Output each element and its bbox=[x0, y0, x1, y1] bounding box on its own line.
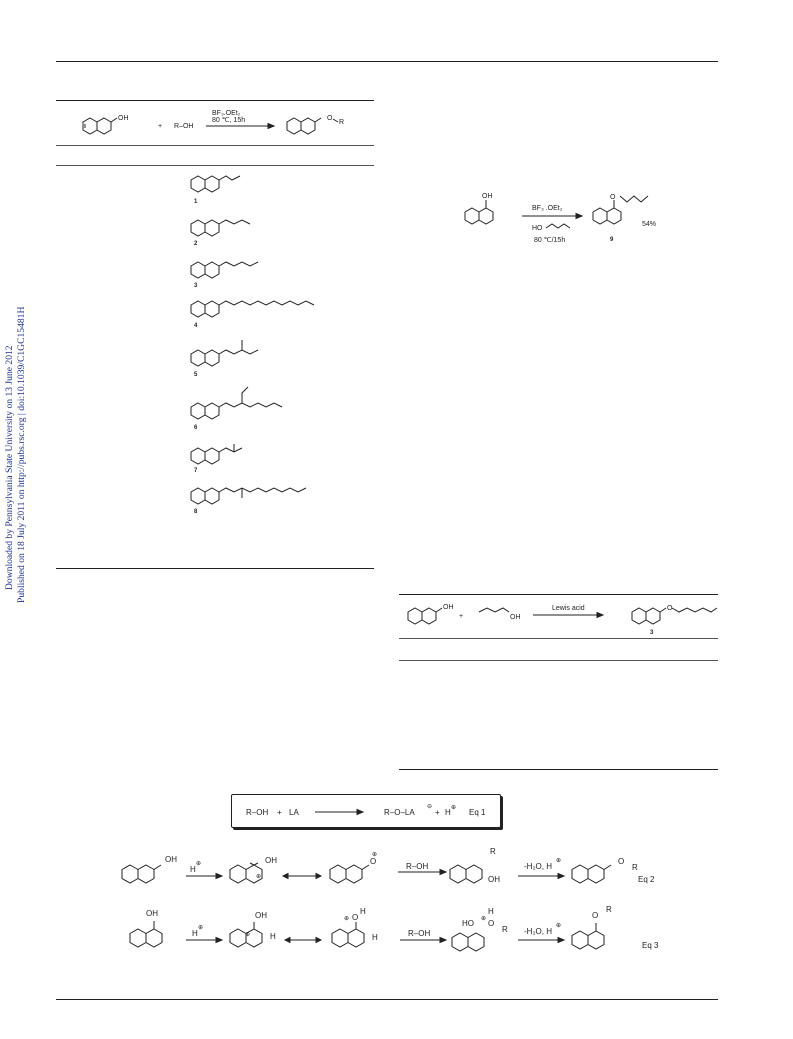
t2-plus: + bbox=[459, 613, 464, 620]
eq2-roh: R–OH bbox=[406, 862, 429, 871]
product-r-label: R bbox=[339, 119, 345, 126]
table2-bottom-rule bbox=[399, 769, 718, 770]
entry-2-structure bbox=[191, 220, 250, 236]
product-o-label: O bbox=[327, 115, 333, 122]
t2-naphthol-oh: OH bbox=[443, 604, 454, 611]
eq2-label: Eq 2 bbox=[638, 875, 655, 884]
reaction-arrow bbox=[206, 124, 274, 129]
eq3-adduct-r: R bbox=[502, 925, 508, 934]
scheme-butanol-ho: HO bbox=[532, 225, 543, 232]
t2-product-number: 3 bbox=[650, 630, 654, 636]
entry-7-number: 7 bbox=[194, 468, 198, 474]
eq3-resonance-arrow bbox=[285, 938, 321, 943]
eq3-naphthol bbox=[130, 921, 162, 947]
entry-7-structure bbox=[191, 444, 242, 464]
eq2-oh: OH bbox=[165, 855, 177, 864]
scheme-1-naphthol bbox=[440, 186, 720, 256]
eq1-minus-charge: ⊖ bbox=[427, 804, 433, 810]
catalyst-label: BF₃.OEt₂ bbox=[212, 110, 241, 117]
eq1-product: R–O–LA bbox=[384, 808, 415, 817]
1-naphthol-structure bbox=[465, 200, 493, 224]
eq2-arrow-3 bbox=[518, 874, 564, 879]
eq3-dehydration-plus: ⊕ bbox=[556, 923, 562, 929]
t2-product-structure bbox=[632, 608, 717, 624]
entry-8-structure bbox=[191, 488, 306, 504]
scheme-conditions: 80 ℃/15h bbox=[534, 237, 566, 244]
eq3-dehydration: -H₂O, H bbox=[524, 927, 552, 936]
eq3-cation-b-h: H bbox=[360, 907, 366, 916]
eq2-product-r: R bbox=[632, 863, 638, 872]
header-rule bbox=[56, 61, 718, 62]
product-9-yield: 54% bbox=[642, 221, 657, 228]
eq2-h-plus: ⊕ bbox=[196, 861, 202, 867]
eq2-h: H bbox=[190, 865, 196, 874]
eq2-adduct bbox=[450, 865, 482, 883]
eq1-alcohol: R–OH bbox=[246, 808, 269, 817]
table1-scheme bbox=[56, 100, 374, 146]
eq1-scheme bbox=[231, 794, 501, 826]
eq2-product-o: O bbox=[618, 857, 625, 866]
eq3-h: H bbox=[192, 929, 198, 938]
eq3-product-o: O bbox=[592, 911, 599, 920]
eq1-label: Eq 1 bbox=[469, 808, 486, 817]
eq2-cation-a-plus: ⊕ bbox=[256, 874, 262, 880]
t2-product-o: O bbox=[667, 605, 673, 612]
eq3-cation-a-plus: ⊕ bbox=[245, 932, 251, 938]
entry-3-number: 3 bbox=[194, 283, 198, 289]
entry-5-structure bbox=[191, 340, 258, 366]
eq1-proton: H bbox=[445, 808, 451, 817]
eq3-cation-a-h: H bbox=[270, 932, 276, 941]
eq2-adduct-r: R bbox=[490, 847, 496, 856]
entry-6-number: 6 bbox=[194, 425, 198, 431]
entry-3-structure bbox=[191, 262, 258, 278]
1-naphthol-oh-label: OH bbox=[482, 193, 493, 200]
reagent-oh-label: OH bbox=[118, 115, 129, 122]
eq3-product-r: R bbox=[606, 905, 612, 914]
product-9-o-label: O bbox=[610, 194, 616, 201]
entry-4-structure bbox=[191, 301, 314, 317]
entry-6-structure bbox=[191, 387, 282, 419]
eq2-naphthol bbox=[122, 865, 161, 883]
table2-scheme bbox=[399, 594, 719, 638]
eq3-roh: R–OH bbox=[408, 929, 431, 938]
eq3-cation-b-h2: H bbox=[372, 933, 378, 942]
eq2-adduct-oh: OH bbox=[488, 875, 500, 884]
eq3-h-plus: ⊕ bbox=[198, 925, 204, 931]
eq2-resonance-arrow bbox=[283, 874, 321, 879]
entry-8-number: 8 bbox=[194, 509, 198, 515]
eq2-cation-b bbox=[330, 865, 369, 883]
eq3-scheme bbox=[110, 902, 670, 964]
table2-sub-rule bbox=[399, 660, 718, 661]
t2-naphthol-structure bbox=[408, 608, 442, 624]
eq1-plus1: + bbox=[277, 808, 282, 817]
entry-2-number: 2 bbox=[194, 241, 198, 247]
eq2-cation-b-o: O bbox=[370, 857, 377, 866]
eq3-cation-b bbox=[332, 922, 364, 947]
eq3-adduct-plus: ⊕ bbox=[481, 916, 487, 922]
entry-1-number: 1 bbox=[194, 199, 198, 205]
eq2-scheme bbox=[110, 840, 670, 900]
table1-entries bbox=[180, 166, 375, 566]
eq1-proton-charge: ⊕ bbox=[451, 805, 457, 811]
alcohol-label: R–OH bbox=[174, 123, 194, 130]
eq3-adduct-o: O bbox=[488, 919, 495, 928]
table2-header-rule bbox=[399, 638, 718, 639]
eq2-cation-a-oh: OH bbox=[265, 856, 277, 865]
download-sidebar bbox=[0, 0, 40, 1039]
eq2-product bbox=[572, 865, 611, 883]
plus-sign: + bbox=[158, 123, 163, 130]
table1-bottom-rule bbox=[56, 568, 374, 569]
sidebar-svg bbox=[0, 0, 40, 1039]
eq3-product bbox=[572, 923, 604, 949]
eq3-arrow-3 bbox=[518, 938, 564, 943]
eq3-cation-b-o: O bbox=[352, 913, 359, 922]
eq2-cation-a bbox=[230, 863, 262, 883]
eq1-arrow bbox=[315, 810, 363, 815]
temperature-label: 80 ℃, 15h bbox=[212, 117, 246, 124]
eq3-adduct bbox=[452, 933, 484, 951]
naphthol-structure bbox=[83, 118, 117, 134]
eq3-adduct-h: H bbox=[488, 907, 494, 916]
eq3-cation-b-plus: ⊕ bbox=[344, 916, 350, 922]
eq3-adduct-ho: HO bbox=[462, 919, 474, 928]
sidebar-line-downloaded: Downloaded by Pennsylvania State University on 13 June 2012 bbox=[4, 345, 15, 590]
entry-1-structure bbox=[191, 176, 240, 192]
t2-arrow bbox=[533, 613, 603, 618]
eq2-dehydration: -H₂O, H bbox=[524, 862, 552, 871]
footer-rule bbox=[56, 999, 718, 1000]
entry-5-number: 5 bbox=[194, 372, 198, 378]
product-9-number: 9 bbox=[610, 237, 614, 243]
eq2-arrow-1 bbox=[186, 874, 222, 879]
eq3-arrow-2 bbox=[400, 938, 446, 943]
eq1-plus2: + bbox=[435, 808, 440, 817]
eq3-label: Eq 3 bbox=[642, 941, 659, 950]
eq2-cation-b-plus: ⊕ bbox=[372, 852, 378, 858]
scheme-arrow bbox=[522, 214, 582, 219]
eq3-arrow-1 bbox=[186, 938, 222, 943]
eq2-dehydration-plus: ⊕ bbox=[556, 858, 562, 864]
eq1-la: LA bbox=[289, 808, 299, 817]
scheme-catalyst: BF₃ .OEt₂ bbox=[532, 205, 563, 212]
entry-4-number: 4 bbox=[194, 323, 198, 329]
t2-butanol-oh: OH bbox=[510, 614, 521, 621]
product-structure bbox=[287, 118, 321, 134]
t2-lewis-acid-label: Lewis acid bbox=[552, 605, 585, 612]
sidebar-line-published: Published on 18 July 2011 on http://pubs.rsc.org | doi:10.1039/C1GC15481H bbox=[16, 306, 27, 603]
eq3-oh: OH bbox=[146, 909, 158, 918]
product-9-structure bbox=[593, 196, 648, 224]
eq3-cation-a-oh: OH bbox=[255, 911, 267, 920]
